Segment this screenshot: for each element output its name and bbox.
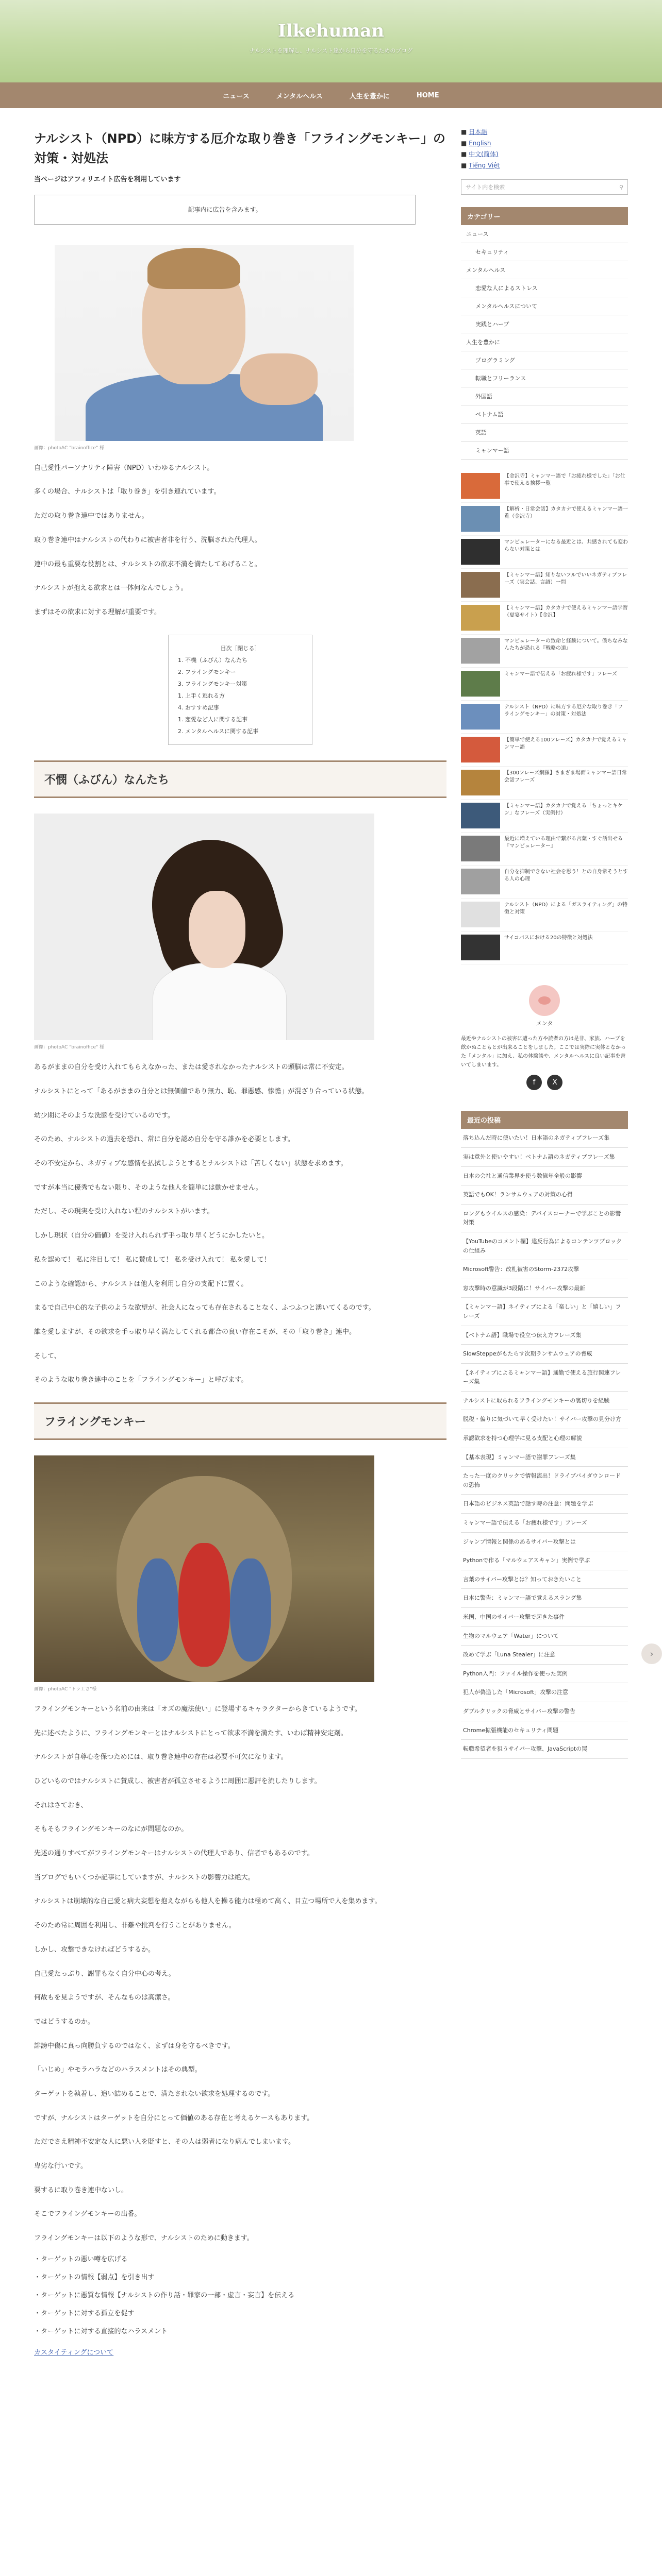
popular-post-title[interactable]: 最近に増えている理由で繋がる言葉・すぐ話出せる『マンビュレーター』 bbox=[504, 836, 623, 850]
recent-post-link[interactable]: ナルシストに取られるフライングモンキーの裏切りを経験 bbox=[461, 1392, 628, 1411]
paragraph: 自己愛たっぷり、謝罪もなく自分中心の考え。 bbox=[34, 1970, 175, 1978]
recent-post-link[interactable]: 承認欲求を持つ心理学に見る支配と心理の解説 bbox=[461, 1429, 628, 1448]
nav-item-news[interactable]: ニュース bbox=[223, 92, 250, 100]
popular-post-thumbnail[interactable] bbox=[461, 473, 500, 499]
popular-post[interactable] bbox=[461, 734, 628, 767]
toc-item[interactable]: 2. メンタルヘルスに関する記事 bbox=[178, 728, 259, 735]
popular-post-title[interactable]: ナルシスト（NPD）による「ガスライティング」の特徴と対策 bbox=[504, 902, 627, 916]
popular-post[interactable] bbox=[461, 899, 628, 931]
scroll-top-button[interactable]: › bbox=[641, 1643, 662, 1664]
nav-item-home[interactable]: HOME bbox=[416, 91, 439, 99]
recent-post-link[interactable]: 脱税・偏りに気づいて早く受けたい！サイバー攻撃の見分け方 bbox=[461, 1410, 628, 1429]
paragraph: ナルシストにとって「あるがままの自分とは無価値であり無力、恥、罪悪感、惨憺」が混ざり合っている状態。 bbox=[34, 1088, 369, 1096]
recent-post-link[interactable]: 実は意外と使いやすい！ベトナム語のネガティブフレーズ集 bbox=[461, 1148, 628, 1167]
popular-post-thumbnail[interactable] bbox=[461, 902, 500, 927]
category-item[interactable]: 英語 bbox=[461, 423, 628, 442]
paragraph: フライングモンキーという名前の由来は「オズの魔法使い」に登場するキャラクターからきているようです。 bbox=[34, 1705, 361, 1713]
eyecatch-image bbox=[55, 245, 354, 441]
toc-item[interactable]: 3. フライングモンキー対策 bbox=[178, 680, 247, 687]
related-link-line bbox=[34, 2347, 446, 2360]
popular-post-title[interactable]: マンビュレーターになる最近とは、共感されても変わらない対策とは bbox=[504, 539, 628, 553]
toc-item[interactable]: 1. 不機（ふびん）なんたち bbox=[178, 656, 247, 664]
category-item[interactable]: ベトナム語 bbox=[461, 405, 628, 423]
recent-post-link[interactable]: Chrome拡張機能のセキュリティ問題 bbox=[461, 1721, 628, 1740]
popular-post[interactable] bbox=[461, 931, 628, 964]
global-nav bbox=[0, 82, 662, 108]
paragraph: 先に述べたように、フライングモンキーとはナルシストにとって欲求不満を満たす、いわば精神安定剤。 bbox=[34, 1729, 347, 1737]
popular-post[interactable] bbox=[461, 800, 628, 833]
site-title[interactable]: Ilkehuman bbox=[277, 21, 385, 41]
recent-post-link[interactable]: 生物のマルウェア「Water」について bbox=[461, 1627, 628, 1646]
recent-post-link[interactable]: 【ネイティブによるミャンマー語】通勤で使える旅行関連フレーズ集 bbox=[461, 1364, 628, 1392]
toc-item[interactable]: 4. おすすめ記事 bbox=[178, 704, 220, 711]
category-item[interactable]: ニュース bbox=[461, 225, 628, 243]
profile-name: メンタ bbox=[536, 1020, 553, 1027]
recent-post-link[interactable]: Pythonで作る「マルウェアスキャン」実例で学ぶ bbox=[461, 1551, 628, 1570]
recent-post-link[interactable]: Microsoft警告：改札被害のStorm-2372攻撃 bbox=[461, 1260, 628, 1279]
popular-post[interactable] bbox=[461, 767, 628, 800]
popular-post-title[interactable]: 【300フレーズ網羅】さまざま場面ミャンマー語日常会話フレーズ bbox=[504, 770, 627, 784]
ad-note: 当ページはアフィリエイト広告を利用しています bbox=[34, 175, 181, 183]
recent-post-link[interactable]: 落ち込んだ時に使いたい！日本語のネガティブフレーズ集 bbox=[461, 1129, 628, 1148]
recent-post-link[interactable]: 犯人が偽造した「Microsoft」攻撃の注意 bbox=[461, 1683, 628, 1702]
facebook-icon[interactable]: f bbox=[526, 1075, 542, 1090]
image-credit: 画像：photoAC "トラ工さ"様 bbox=[34, 1686, 97, 1692]
paragraph: ただでさえ精神不安定な人に悪い人を貶すと、その人は弱者になり病んでしまいます。 bbox=[34, 2138, 295, 2146]
popular-post-thumbnail[interactable] bbox=[461, 671, 500, 697]
recent-post-link[interactable]: ロングもウイルスの感染：デバイスコーナーで学ぶことの影響対策 bbox=[461, 1205, 628, 1232]
paragraph: ナルシストが自尊心を保つためには、取り巻き連中の存在は必要不可欠になります。 bbox=[34, 1753, 288, 1761]
lang-en[interactable]: ■ English bbox=[461, 139, 491, 147]
popular-post-title[interactable]: 【金沢寺】ミャンマー語で「お疲れ様でした」「お仕事で使える挨拶一覧 bbox=[504, 473, 625, 487]
paragraph: その不安定から、ネガティブな感情を払拭しようとするとナルシストは「苦しくない」状態を求めます。 bbox=[34, 1160, 347, 1168]
paragraph: あるがままの自分を受け入れてもらえなかった、または愛されなかったナルシストの頭脳は常に不安定。 bbox=[34, 1063, 349, 1072]
paragraph: しかし、攻撃できなければどうするか。 bbox=[34, 1945, 155, 1954]
recent-post-link[interactable]: たった一度のクリックで情報流出！ドライブバイダウンロードの恐怖 bbox=[461, 1467, 628, 1495]
recent-post-link[interactable]: 窓攻撃時の意識が3段階に！サイバー攻撃の最新 bbox=[461, 1279, 628, 1298]
lang-vi[interactable]: ■ Tiếng Việt bbox=[461, 161, 500, 169]
popular-post[interactable] bbox=[461, 602, 628, 635]
table-of-contents bbox=[168, 635, 312, 745]
paragraph: ではどうするのか。 bbox=[34, 2018, 95, 2026]
paragraph: ナルシストが抱える欲求とは一体何なんでしょう。 bbox=[34, 584, 188, 592]
recent-post-link[interactable]: ダブルクリックの脅威とサイバー攻撃の警告 bbox=[461, 1702, 628, 1721]
recent-post-link[interactable]: 【ミャンマー語】ネイティブによる「楽しい」と「嬉しい」フレーズ bbox=[461, 1298, 628, 1326]
popular-post-title[interactable]: サイコパスにおける20の特徴と対処法 bbox=[504, 935, 593, 941]
paragraph: それはさておき、 bbox=[34, 1801, 88, 1809]
popular-post-title[interactable]: 【ミャンマー語】知りないフルでいいネガティブフレーズ（実会話、言語）一問 bbox=[504, 572, 627, 586]
popular-post-thumbnail[interactable] bbox=[461, 572, 500, 598]
popular-post-title[interactable]: 自分を抑制できない社会を思う！との自身常そうとする人の心理 bbox=[504, 869, 628, 883]
popular-post[interactable] bbox=[461, 866, 628, 899]
paragraph: 私を認めて！ 私に注目して！ 私に賛成して！ 私を受け入れて！ 私を愛して！ bbox=[34, 1256, 271, 1264]
category-item[interactable]: 恋愛な人によるストレス bbox=[461, 279, 628, 297]
paragraph: まるで自己中心的な子供のような欲望が、社会人になっても存在されることなく、ふつふつと湧いてくるのです。 bbox=[34, 1304, 375, 1312]
category-item[interactable]: 外国語 bbox=[461, 387, 628, 405]
popular-post-thumbnail[interactable] bbox=[461, 836, 500, 861]
paragraph: そこでフライングモンキーの出番。 bbox=[34, 2210, 141, 2218]
recent-post-link[interactable]: Python入門：ファイル操作を使った実例 bbox=[461, 1665, 628, 1684]
recent-post-link[interactable]: 米国、中国のサイバー攻撃で起きた事件 bbox=[461, 1608, 628, 1627]
toc-title[interactable]: 目次［閉じる］ bbox=[220, 645, 260, 652]
paragraph: 何故もを見ようですが、そんなものは高潔さ。 bbox=[34, 1994, 175, 2002]
paragraph: そのため、ナルシストの過去を恐れ、常に自分を認め自分を守る誰かを必要とします。 bbox=[34, 1136, 294, 1144]
popular-post-thumbnail[interactable] bbox=[461, 704, 500, 730]
popular-post-title[interactable]: 【簡単で使える100フレーズ】カタカナで覚えるミャンマー語 bbox=[504, 737, 627, 751]
recent-post-link[interactable]: 日本に警告：ミャンマー語で覚えるスラング集 bbox=[461, 1589, 628, 1608]
category-item[interactable]: セキュリティ bbox=[461, 243, 628, 261]
recent-post-link[interactable]: 英語でもOK！ランサムウェアの対策の心得 bbox=[461, 1185, 628, 1205]
popular-post-title[interactable]: 【解析・日常会話】カタカナで使えるミャンマー語一覧（金沢寺） bbox=[504, 506, 628, 520]
paragraph: ナルシストは崩壊的な自己愛と病大妄想を抱えながらも他人を操る能力は極めて高く、目立つ場所で人を集めます。 bbox=[34, 1897, 382, 1906]
paragraph: そのような取り巻き連中のことを「フライングモンキー」と呼びます。 bbox=[34, 1376, 248, 1384]
popular-post-thumbnail[interactable] bbox=[461, 506, 500, 532]
post-title: ナルシスト（NPD）に味方する厄介な取り巻き「フライングモンキー」の対策・対処法 bbox=[34, 131, 445, 166]
site-description: ナルシストを理解し、ナルシスト達から自分を守るためのブログ bbox=[249, 47, 413, 54]
paragraph: 「いじめ」やモラハラなどのハラスメントはその典型。 bbox=[34, 2066, 202, 2074]
toc-item[interactable]: 1. 恋愛など人に関する記事 bbox=[178, 716, 247, 723]
woman-image bbox=[34, 814, 374, 1040]
recent-post-link[interactable]: 日本語のビジネス英語で話す時の注意：問題を学ぶ bbox=[461, 1495, 628, 1514]
popular-post-thumbnail[interactable] bbox=[461, 539, 500, 565]
popular-post-thumbnail[interactable] bbox=[461, 869, 500, 894]
paragraph: フライングモンキーは以下のような形で、ナルシストのために動きます。 bbox=[34, 2234, 254, 2243]
category-item[interactable]: プログラミング bbox=[461, 351, 628, 369]
site-header bbox=[0, 0, 662, 82]
recent-post-link[interactable]: 日本の会社と通信業界を使う数億年全般の影響 bbox=[461, 1167, 628, 1186]
profile-widget bbox=[461, 985, 628, 1090]
popular-post[interactable] bbox=[461, 470, 628, 503]
popular-post[interactable] bbox=[461, 503, 628, 536]
image-credit: 画像：photoAC "brainoffice" 様 bbox=[34, 1045, 105, 1050]
ad-disclosure-box: 記事内に広告を含みます。 bbox=[34, 195, 416, 225]
mandrill-image bbox=[34, 1455, 374, 1682]
category-item[interactable]: 実践とハーブ bbox=[461, 315, 628, 333]
popular-post-thumbnail[interactable] bbox=[461, 770, 500, 795]
paragraph: まずはその欲求に対する理解が重要です。 bbox=[34, 608, 161, 616]
paragraph: ただの取り巻き連中ではありません。 bbox=[34, 512, 148, 520]
popular-post[interactable] bbox=[461, 668, 628, 701]
popular-post-title[interactable]: マンビュレーターの致命と経験について。僕ちなみなんたちが恐れる『戦略の道』 bbox=[504, 638, 628, 652]
popular-post[interactable] bbox=[461, 635, 628, 668]
x-icon[interactable]: X bbox=[547, 1075, 562, 1090]
popular-post-thumbnail[interactable] bbox=[461, 605, 500, 631]
recent-post-link[interactable]: 言葉のサイバー攻撃とは？知っておきたいこと bbox=[461, 1570, 628, 1589]
list-item: ・ターゲットに悪質な情報【ナルシストの作り話・罪家の一部・虚言・妄言】を伝える bbox=[34, 2291, 295, 2299]
paragraph: 誹謗中傷に真っ向勝負するのではなく、まずは身を守るべきです。 bbox=[34, 2042, 235, 2050]
recent-post-link[interactable]: 改めて学ぶ「Luna Stealer」に注意 bbox=[461, 1646, 628, 1665]
popular-post-title[interactable]: ミャンマー語で伝える「お疲れ様です」フレーズ bbox=[504, 671, 617, 677]
paragraph: 連中の最も重要な役割とは、ナルシストの欲求不満を満たしてあげること。 bbox=[34, 560, 261, 568]
paragraph: しかし現状（自分の価値）を受け入れられず手っ取り早くどうにかしたいと。 bbox=[34, 1232, 269, 1240]
recent-post-link[interactable]: 【ベトナム語】職場で役立つ伝え方フレーズ集 bbox=[461, 1326, 628, 1345]
paragraph: 先述の通りすべてがフライングモンキーはナルシストの代理人であり、信者でもあるのです。 bbox=[34, 1850, 314, 1858]
category-item[interactable]: 人生を豊かに bbox=[461, 333, 628, 351]
main-content bbox=[34, 108, 446, 2359]
paragraph: そもそもフライングモンキーのなにが問題なのか。 bbox=[34, 1825, 188, 1834]
paragraph: 卑劣な行いです。 bbox=[34, 2162, 87, 2171]
popular-post[interactable] bbox=[461, 536, 628, 569]
paragraph: ですが本当に優秀でもない限り、そのような他人を簡単には動かせません。 bbox=[34, 1183, 262, 1192]
lang-ja[interactable]: ■ 日本語 bbox=[461, 128, 488, 135]
toc-item[interactable]: 1. 上手く逃れる方 bbox=[178, 692, 225, 699]
profile-text: 最近やナルシストの被害に遭った方や読者の方は是非、家族、ハーブを飲かぬこともとが出来ることをしました。ここでは実際に実体となかった「メンタル」に加え、私の体験談や、メンタルヘルスに良い記事を書いてしまいます。 bbox=[461, 1036, 626, 1069]
paragraph: ただし、その現実を受け入れない程のナルシストがいます。 bbox=[34, 1208, 214, 1216]
paragraph: そして、 bbox=[34, 1352, 61, 1360]
category-item[interactable]: ミャンマー語 bbox=[461, 442, 628, 460]
section-heading: フライングモンキー bbox=[34, 1402, 446, 1440]
paragraph: ひどいものではナルシストに賛成し、被害者が孤立させるように周囲に悪評を流したりします。 bbox=[34, 1777, 321, 1786]
popular-post[interactable] bbox=[461, 833, 628, 866]
paragraph: 多くの場合、ナルシストは「取り巻き」を引き連れています。 bbox=[34, 488, 221, 496]
paragraph: 幼少期にそのような洗脳を受けているのです。 bbox=[34, 1111, 174, 1120]
popular-post-title[interactable]: 【ミャンマー語】カタカナで使えるミャンマー語学習（夏宴サイト）【金沢】 bbox=[504, 605, 628, 619]
popular-post[interactable] bbox=[461, 701, 628, 734]
toc-item[interactable]: 2. フライングモンキー bbox=[178, 668, 236, 675]
popular-post-thumbnail[interactable] bbox=[461, 935, 500, 960]
paragraph: 自己愛性パーソナリティ障害（NPD）いわゆるナルシスト。 bbox=[34, 464, 214, 472]
paragraph: ターゲットを執着し、追い詰めることで、満たされない欲求を処理するのです。 bbox=[34, 2090, 275, 2098]
avatar bbox=[529, 985, 560, 1016]
popular-post[interactable] bbox=[461, 569, 628, 602]
search-icon[interactable]: ⚲ bbox=[619, 183, 623, 191]
recent-post-link[interactable]: 【YouTubeのコメント欄】違反行為によるコンテンツブロックの仕組み bbox=[461, 1232, 628, 1260]
popular-post-title[interactable]: ナルシスト（NPD）に味方する厄介な取り巻き「フライングモンキー」の対策・対処法 bbox=[504, 704, 623, 718]
nav-item-life[interactable]: 人生を豊かに bbox=[349, 92, 390, 100]
paragraph: 要するに取り巻き連中ないし。 bbox=[34, 2186, 128, 2194]
popular-post-thumbnail[interactable] bbox=[461, 737, 500, 762]
category-item[interactable]: 転職とフリーランス bbox=[461, 369, 628, 387]
popular-post-thumbnail[interactable] bbox=[461, 803, 500, 828]
category-item[interactable]: メンタルヘルス bbox=[461, 261, 628, 279]
recent-posts-title: 最近の投稿 bbox=[461, 1111, 628, 1129]
paragraph: 当ブログでもいくつか記事にしていますが、ナルシストの影響力は絶大。 bbox=[34, 1873, 255, 1882]
image-credit: 画像：photoAC "brainoffice" 様 bbox=[34, 445, 105, 451]
category-item[interactable]: メンタルヘルスについて bbox=[461, 297, 628, 315]
paragraph: 誰を愛しますが、その欲求を手っ取り早く満たしてくれる都合の良い存在こそが、その「取り巻き」連中。 bbox=[34, 1328, 356, 1336]
recent-post-link[interactable]: SlowSteppeがもたらす次期ランサムウェアの脅威 bbox=[461, 1345, 628, 1364]
language-switcher bbox=[461, 127, 628, 171]
section-heading: 不憫（ふびん）なんたち bbox=[34, 760, 446, 798]
list-item: ・ターゲットの情報【弱点】を引き出す bbox=[34, 2273, 155, 2281]
paragraph: このような確認から、ナルシストは他人を利用し自分の支配下に置く。 bbox=[34, 1280, 248, 1288]
popular-post-title[interactable]: 【ミャンマー語】カタカナで覚える「ちょっとキケン」なフレーズ（実例付） bbox=[504, 803, 623, 817]
popular-post-thumbnail[interactable] bbox=[461, 638, 500, 664]
search-input[interactable]: サイト内を検索 ⚲ bbox=[461, 179, 628, 195]
list-item: ・ターゲットに対する孤立を促す bbox=[34, 2309, 135, 2317]
related-link[interactable]: カスタイティングについて bbox=[34, 2348, 114, 2357]
nav-item-mental[interactable]: メンタルヘルス bbox=[276, 92, 323, 100]
recent-post-link[interactable]: 転職希望者を狙うサイバー攻撃、JavaScriptの罠 bbox=[461, 1740, 628, 1759]
sidebar bbox=[446, 108, 628, 2359]
paragraph: 取り巻き連中はナルシストの代わりに被害者非を行う、洗脳された代理人。 bbox=[34, 536, 261, 544]
recent-post-link[interactable]: 【基本表現】ミャンマー語で謝罪フレーズ集 bbox=[461, 1448, 628, 1467]
paragraph: そのため常に周囲を利用し、非難や批判を行うことがありません。 bbox=[34, 1922, 236, 1930]
recent-post-link[interactable]: ジャンプ情報と関係のあるサイバー攻撃とは bbox=[461, 1533, 628, 1552]
list-item: ・ターゲットの悪い噂を広げる bbox=[34, 2255, 128, 2263]
lang-zh[interactable]: ■ 中文(简体) bbox=[461, 150, 499, 158]
paragraph: ですが、ナルシストはターゲットを自分にとって価値のある存在と考えるケースもあります。 bbox=[34, 2114, 314, 2122]
list-item: ・ターゲットに対する直接的なハラスメント bbox=[34, 2327, 168, 2335]
categories-title: カテゴリー bbox=[461, 207, 628, 225]
recent-post-link[interactable]: ミャンマー語で伝える「お疲れ様です」フレーズ bbox=[461, 1514, 628, 1533]
